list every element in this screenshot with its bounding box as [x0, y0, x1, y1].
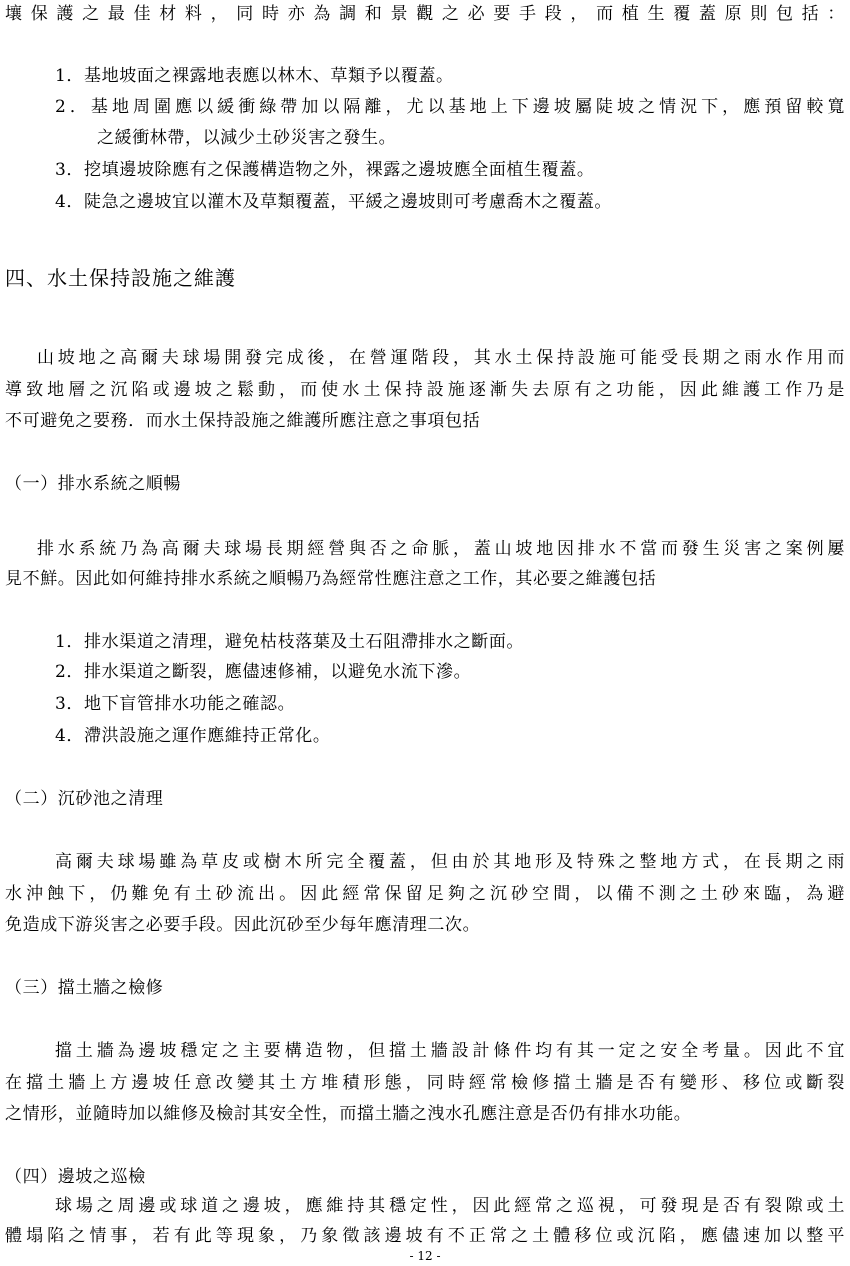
sub3-title: （三）擋土牆之檢修 — [5, 978, 164, 998]
planting-rule-4: 4．陡急之邊坡宜以灌木及草類覆蓋，平緩之邊坡則可考慮喬木之覆蓋。 — [55, 192, 613, 212]
sub2-title: （二）沉砂池之清理 — [5, 789, 164, 809]
page-number: - 12 - — [409, 1249, 441, 1263]
intro-line: 壤保護之最佳材料，同時亦為調和景觀之必要手段，而植生覆蓋原則包括： — [5, 4, 845, 24]
section4-para-line-1: 山坡地之高爾夫球場開發完成後，在營運階段，其水土保持設施可能受長期之雨水作用而 — [37, 348, 845, 368]
sub1-para-line-2: 見不鮮。因此如何維持排水系統之順暢乃為經常性應注意之工作，其必要之維護包括 — [5, 569, 657, 589]
sub2-para-line-2: 水沖蝕下，仍難免有土砂流出。因此經常保留足夠之沉砂空間，以備不測之土砂來臨，為避 — [5, 884, 845, 904]
sub4-title: （四）邊坡之巡檢 — [5, 1167, 146, 1187]
sub1-item-1: 1．排水渠道之清理，避免枯枝落葉及土石阻滯排水之斷面。 — [55, 632, 525, 652]
section4-title: 四、水土保持設施之維護 — [5, 266, 236, 290]
sub3-para-line-3: 之情形，並隨時加以維修及檢討其安全性，而擋土牆之洩水孔應注意是否仍有排水功能。 — [5, 1104, 692, 1124]
sub1-item-4: 4．滯洪設施之運作應維持正常化。 — [55, 726, 331, 746]
sub1-title: （一）排水系統之順暢 — [5, 474, 181, 494]
sub1-item-3: 3．地下盲管排水功能之確認。 — [55, 694, 296, 714]
section4-para-line-2: 導致地層之沉陷或邊坡之鬆動，而使水土保持設施逐漸失去原有之功能，因此維護工作乃是 — [5, 380, 845, 400]
planting-rule-2-cont: 之緩衝林帶，以減少土砂災害之發生。 — [97, 128, 397, 148]
section4-para-line-3: 不可避免之要務．而水土保持設施之維護所應注意之事項包括 — [5, 411, 481, 431]
sub2-para-line-1: 高爾夫球場雖為草皮或樹木所完全覆蓋，但由於其地形及特殊之整地方式，在長期之雨 — [55, 852, 845, 872]
planting-rule-1: 1．基地坡面之裸露地表應以林木、草類予以覆蓋。 — [55, 66, 454, 86]
sub1-para-line-1: 排水系統乃為高爾夫球場長期經營與否之命脈，蓋山坡地因排水不當而發生災害之案例屢 — [37, 539, 845, 559]
planting-rule-3: 3．挖填邊坡除應有之保護構造物之外，裸露之邊坡應全面植生覆蓋。 — [55, 160, 595, 180]
sub4-para-line-1: 球場之周邊或球道之邊坡，應維持其穩定性，因此經常之巡視，可發現是否有裂隙或土 — [55, 1196, 845, 1216]
sub1-item-2: 2．排水渠道之斷裂，應儘速修補，以避免水流下滲。 — [55, 662, 472, 682]
sub2-para-line-3: 免造成下游災害之必要手段。因此沉砂至少每年應清理二次。 — [5, 915, 481, 935]
sub3-para-line-1: 擋土牆為邊坡穩定之主要構造物，但擋土牆設計條件均有其一定之安全考量。因此不宜 — [55, 1041, 845, 1061]
sub3-para-line-2: 在擋土牆上方邊坡任意改變其土方堆積形態，同時經常檢修擋土牆是否有變形、移位或斷裂 — [5, 1073, 845, 1093]
planting-rule-2: 2．基地周圍應以緩衝綠帶加以隔離，尤以基地上下邊坡屬陡坡之情況下，應預留較寬 — [55, 97, 845, 117]
sub4-para-line-2: 體塌陷之情事，若有此等現象，乃象徵該邊坡有不正常之土體移位或沉陷，應儘速加以整平 — [5, 1226, 845, 1246]
